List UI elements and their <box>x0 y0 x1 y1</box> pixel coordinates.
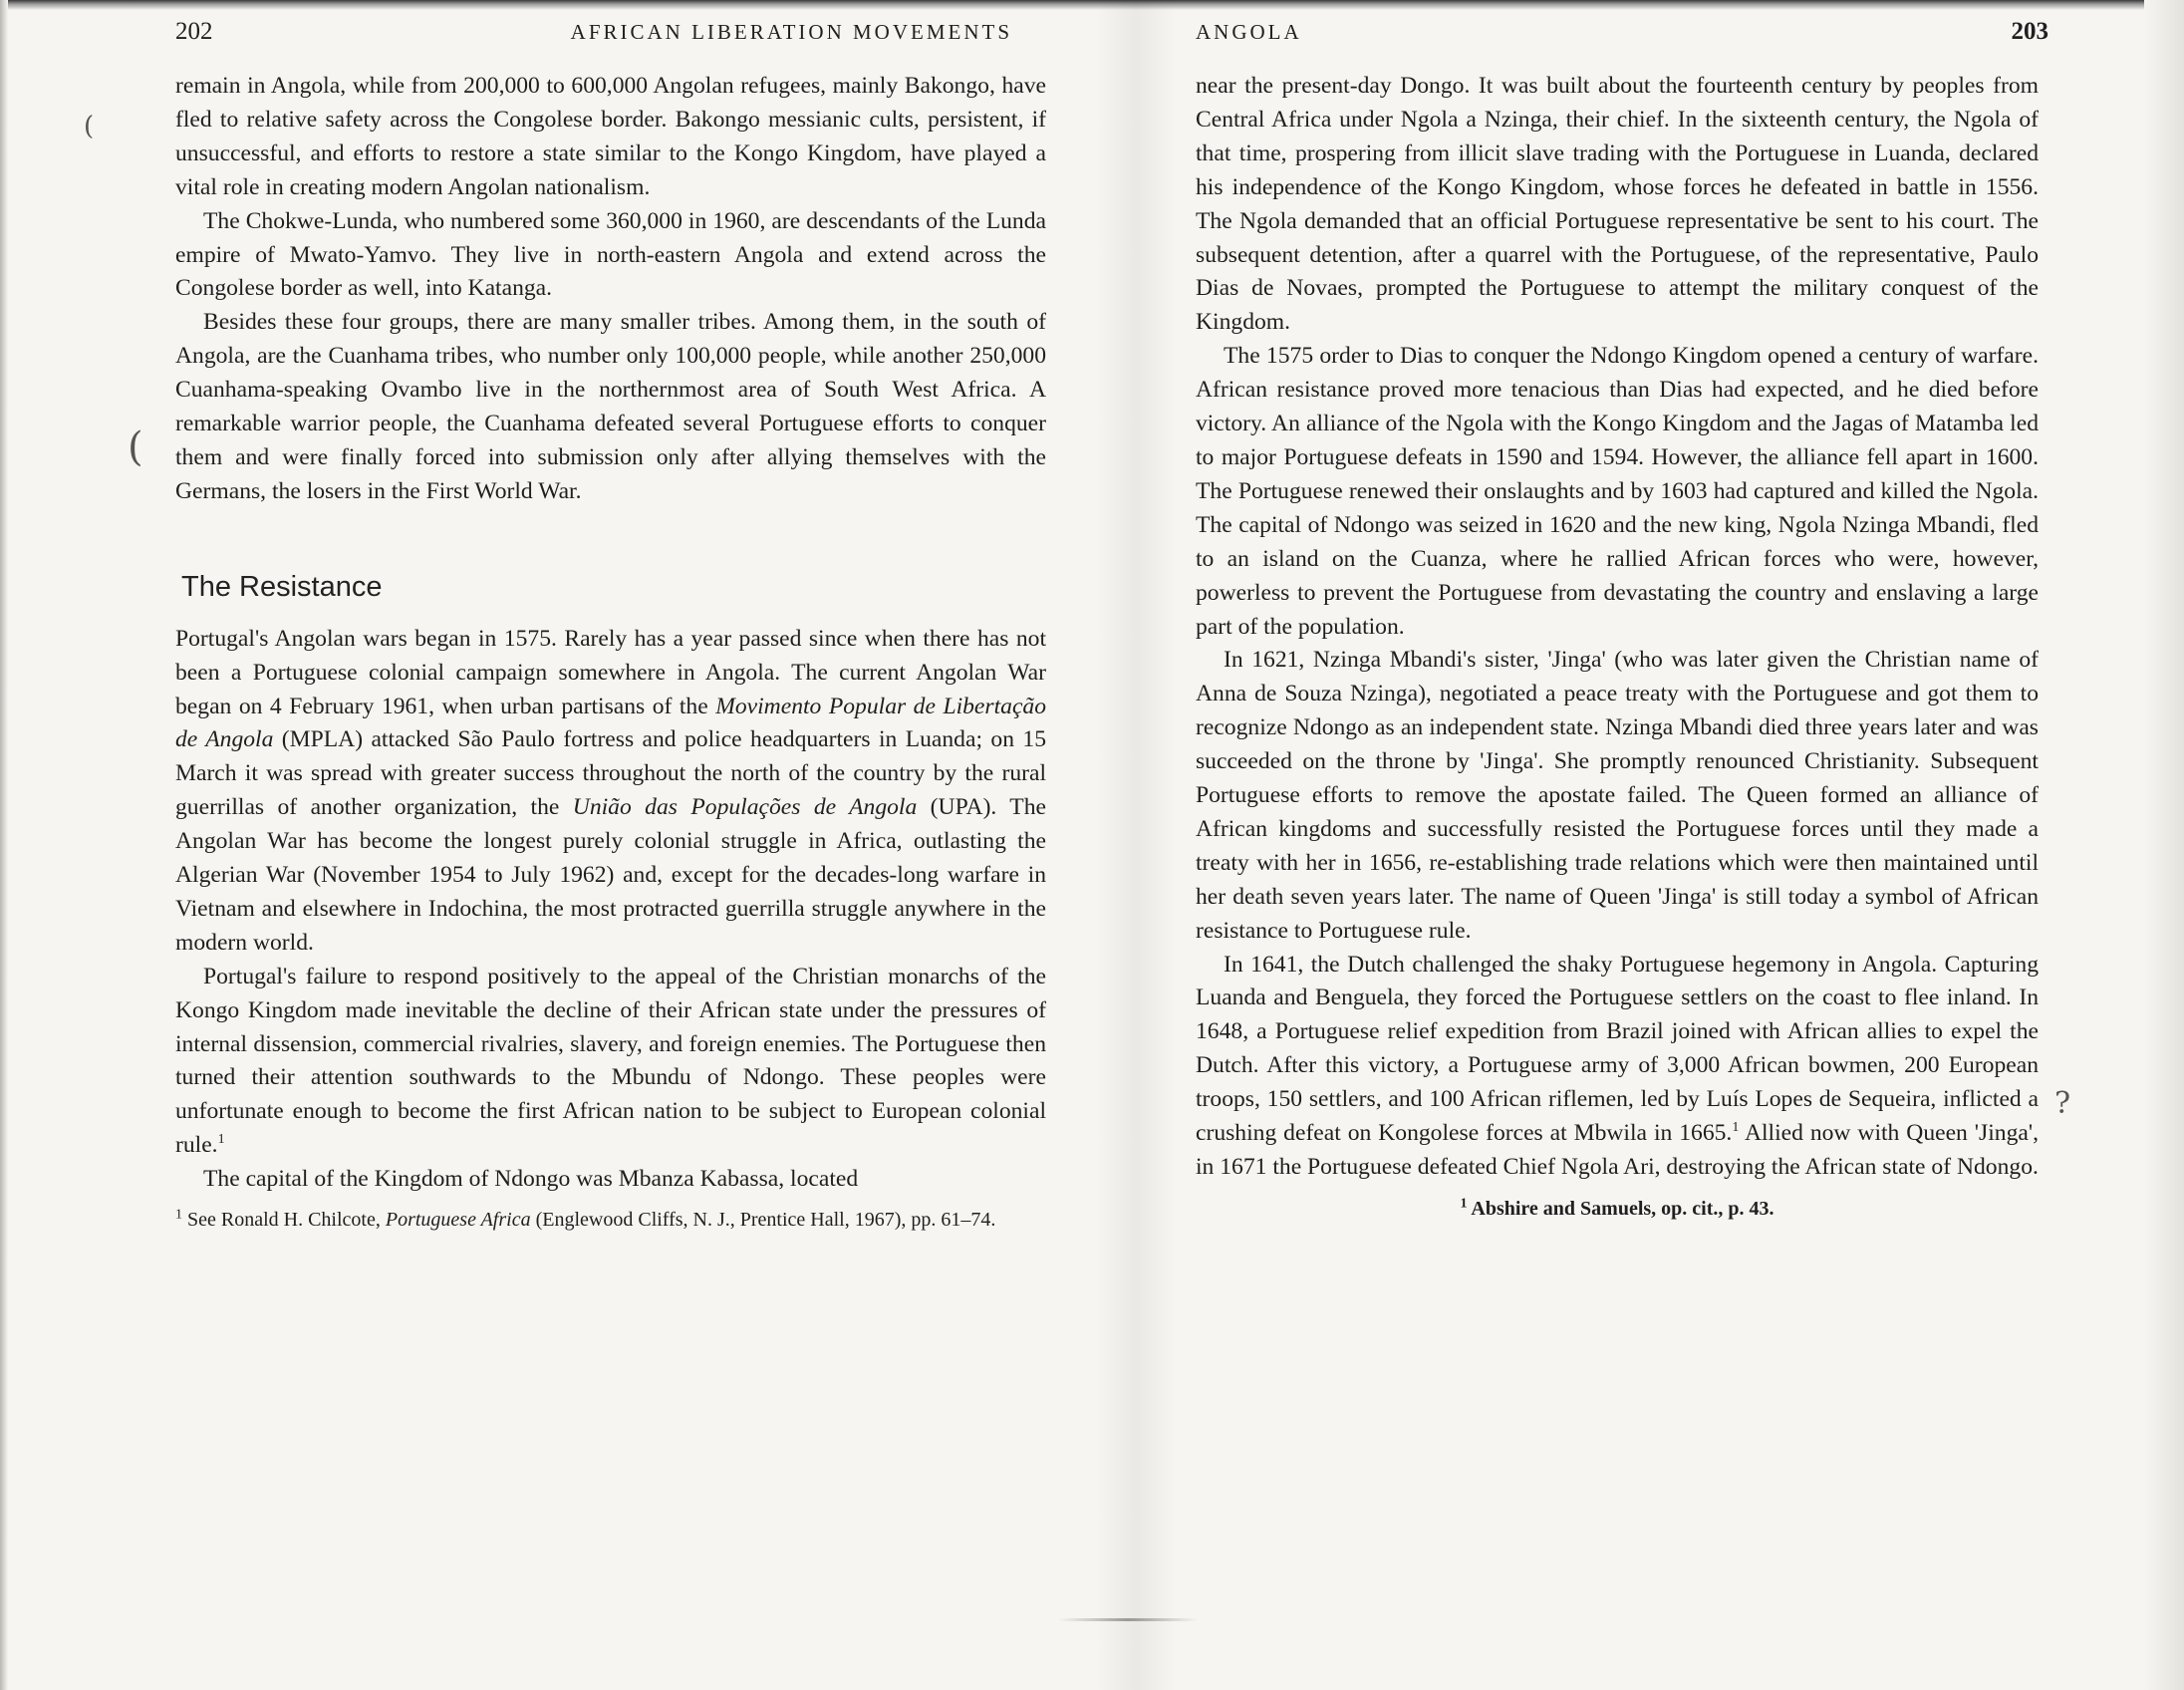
resistance-paragraph-1 <box>175 623 1046 961</box>
resistance-p1-mpla-name: Movimento Popular de Libertação de Angola <box>175 693 1047 753</box>
footnote-ref-left: 1 <box>217 1132 225 1148</box>
left-paragraph-1: remain in Angola, while from 200,000 to 600,000 Angolan refugees, mainly Bakongo, have fled to relative safety across the Congolese border. Bakongo messianic cults, persistent, if unsuccessful, and efforts to restore a state similar to the Kongo Kingdom, have played a vital role in creating modern Angolan nationalism. <box>175 73 1046 200</box>
section-heading: The Resistance <box>181 570 383 603</box>
footnote-ref-right: 1 <box>1732 1120 1740 1136</box>
left-footnote <box>175 1207 1046 1234</box>
left-running-title: AFRICAN LIBERATION MOVEMENTS <box>570 20 1012 44</box>
right-p4-b: Allied now with Queen 'Jinga', in 1671 the Portuguese defeated Chief Ngola Ari, destroying the African state of Ndongo. <box>1196 1120 2039 1180</box>
resistance-p1-e: (UPA). The Angolan War has become the longest purely colonial struggle in Africa, outlasting the Algerian War (November 1954 to July 1962) and, except for the decades-long warfare in Vietnam and elsewhere in Indochina, the most protracted guerrilla struggle anywhere in the modern world. <box>175 794 1046 956</box>
left-footnote-a: See Ronald H. Chilcote, <box>187 1209 386 1232</box>
right-p4-a: In 1641, the Dutch challenged the shaky Portuguese hegemony in Angola. Capturing Luanda and Benguela, they forced the Portuguese settlers on the coast to flee inland. In 1648, a Portuguese relief expedition from Brazil joined with African allies to expel the Dutch. After this victory, a Portuguese army of 3,000 African bowmen, 200 European troops, 150 settlers, and 100 African riflemen, led by Luís Lopes de Sequeira, inflicted a crushing defeat on Kongolese forces at Mbwila in 1665. <box>1196 951 2039 1147</box>
margin-pencil-mark-1: ( <box>84 112 95 141</box>
scan-edge-right <box>2144 0 2184 1690</box>
resistance-paragraph-3: The capital of the Kingdom of Ndongo was Mbanza Kabassa, located <box>203 1166 859 1193</box>
right-running-title: ANGOLA <box>1196 20 1302 44</box>
left-running-head <box>175 18 1046 70</box>
right-paragraph-2: The 1575 order to Dias to conquer the Ndongo Kingdom opened a century of warfare. African resistance proved more tenacious than Dias had expected, and he died before victory. An alliance of the Ngola with the Kongo Kingdom and the Jagas of Matamba led to major Portuguese defeats in 1590 and 1594. However, the alliance fell apart in 1600. The Portuguese renewed their onslaughts and by 1603 had captured and killed the Ngola. The capital of Ndongo was seized in 1620 and the new king, Ngola Nzinga Mbandi, fled to an island on the Cuanza, where he rallied African forces who were, however, powerless to prevent the Portuguese from devastating the country and enslaving a large part of the population. <box>1196 343 2039 640</box>
left-footnote-title: Portuguese Africa <box>385 1209 531 1232</box>
margin-pencil-mark-2: ( <box>128 424 143 470</box>
right-body <box>1196 70 2039 1227</box>
resistance-paragraph-2 <box>175 961 1046 1163</box>
right-page <box>1196 18 2048 1227</box>
right-footnote <box>1196 1193 2039 1227</box>
scan-edge-top <box>0 0 2184 10</box>
left-page <box>175 18 1046 1234</box>
left-footnote-c: (Englewood Cliffs, N. J., Prentice Hall, 1967), pp. 61–74. <box>530 1209 996 1232</box>
left-page-number: 202 <box>175 18 213 45</box>
right-paragraph-1: near the present-day Dongo. It was built about the fourteenth century by peoples from Central Africa under Ngola a Nzinga, their chief. In the sixteenth century, the Ngola of that time, prospering from illicit slave trading with the Portuguese in Luanda, declared his independence of the Kongo Kingdom, whose forces he defeated in battle in 1556. The Ngola demanded that an official Portuguese representative be sent to his court. The subsequent detention, after a quarrel with the Portuguese, of the representative, Paulo Dias de Novaes, prompted the Portuguese to attempt the military conquest of the Kingdom. <box>1196 73 2039 336</box>
right-footnote-text: Abshire and Samuels, op. cit., p. 43. <box>1471 1197 1774 1220</box>
resistance-p1-c: (MPLA) attacked São Paulo fortress and police headquarters in Luanda; on 15 March it was spread with greater success throughout the north of the country by the rural guerrillas of another organization, the <box>175 726 1046 821</box>
left-paragraph-2: The Chokwe-Lunda, who numbered some 360,000 in 1960, are descendants of the Lunda empire of Mwato-Yamvo. They live in north-eastern Angola and extend across the Congolese border as well, into Katanga. <box>175 207 1046 302</box>
right-page-number: 203 <box>2011 18 2048 45</box>
book-gutter <box>1096 0 1176 1690</box>
resistance-p1-upa-name: União das Populações de Angola <box>572 794 918 821</box>
right-footnote-marker: 1 <box>1460 1196 1468 1212</box>
scan-smudge <box>1058 1618 1198 1621</box>
left-body <box>175 70 1046 1234</box>
left-paragraph-3: Besides these four groups, there are many smaller tribes. Among them, in the south of Angola, are the Cuanhama tribes, who number only 100,000 people, while another 250,000 Cuanhama-speaking Ovambo live in the northernmost area of South West Africa. A remarkable warrior people, the Cuanhama defeated several Portuguese efforts to conquer them and were finally forced into submission only after allying themselves with the Germans, the losers in the First World War. <box>175 309 1046 504</box>
resistance-p1-a: Portugal's Angolan wars began in 1575. Rarely has a year passed since when there has not been a Portuguese colonial campaign somewhere in Angola. The current Angolan War began on 4 February 1961, when urban partisans of the <box>175 625 1046 719</box>
right-paragraph-3: In 1621, Nzinga Mbandi's sister, 'Jinga' (who was later given the Christian name of Anna de Souza Nzinga), negotiated a peace treaty with the Portuguese and got them to recognize Ndongo as an independent state. Nzinga Mbandi died three years later and was succeeded on the throne by 'Jinga'. She promptly renounced Christianity. Subsequent Portuguese efforts to remove the apostate failed. The Queen formed an alliance of African kingdoms and successfully resisted the Portuguese forces until they made a treaty with her in 1656, re-establishing trade relations which were then maintained until her death seven years later. The name of Queen 'Jinga' is still today a symbol of African resistance to Portuguese rule. <box>1196 647 2039 944</box>
right-paragraph-4 <box>1196 949 2039 1185</box>
resistance-p2-text: Portugal's failure to respond positively to the appeal of the Christian monarchs of the Kongo Kingdom made inevitable the decline of their African state under the pressures of internal dissension, commercial rivalries, slavery, and foreign enemies. The Portuguese then turned their attention southwards to the Mbundu of Ndongo. These peoples were unfortunate enough to become the first African nation to be subject to European colonial rule. <box>175 963 1046 1159</box>
margin-pencil-mark-3: ? <box>2054 1086 2071 1121</box>
left-footnote-marker: 1 <box>175 1207 182 1223</box>
scan-edge-left <box>0 0 8 1690</box>
right-running-head <box>1196 18 2048 70</box>
